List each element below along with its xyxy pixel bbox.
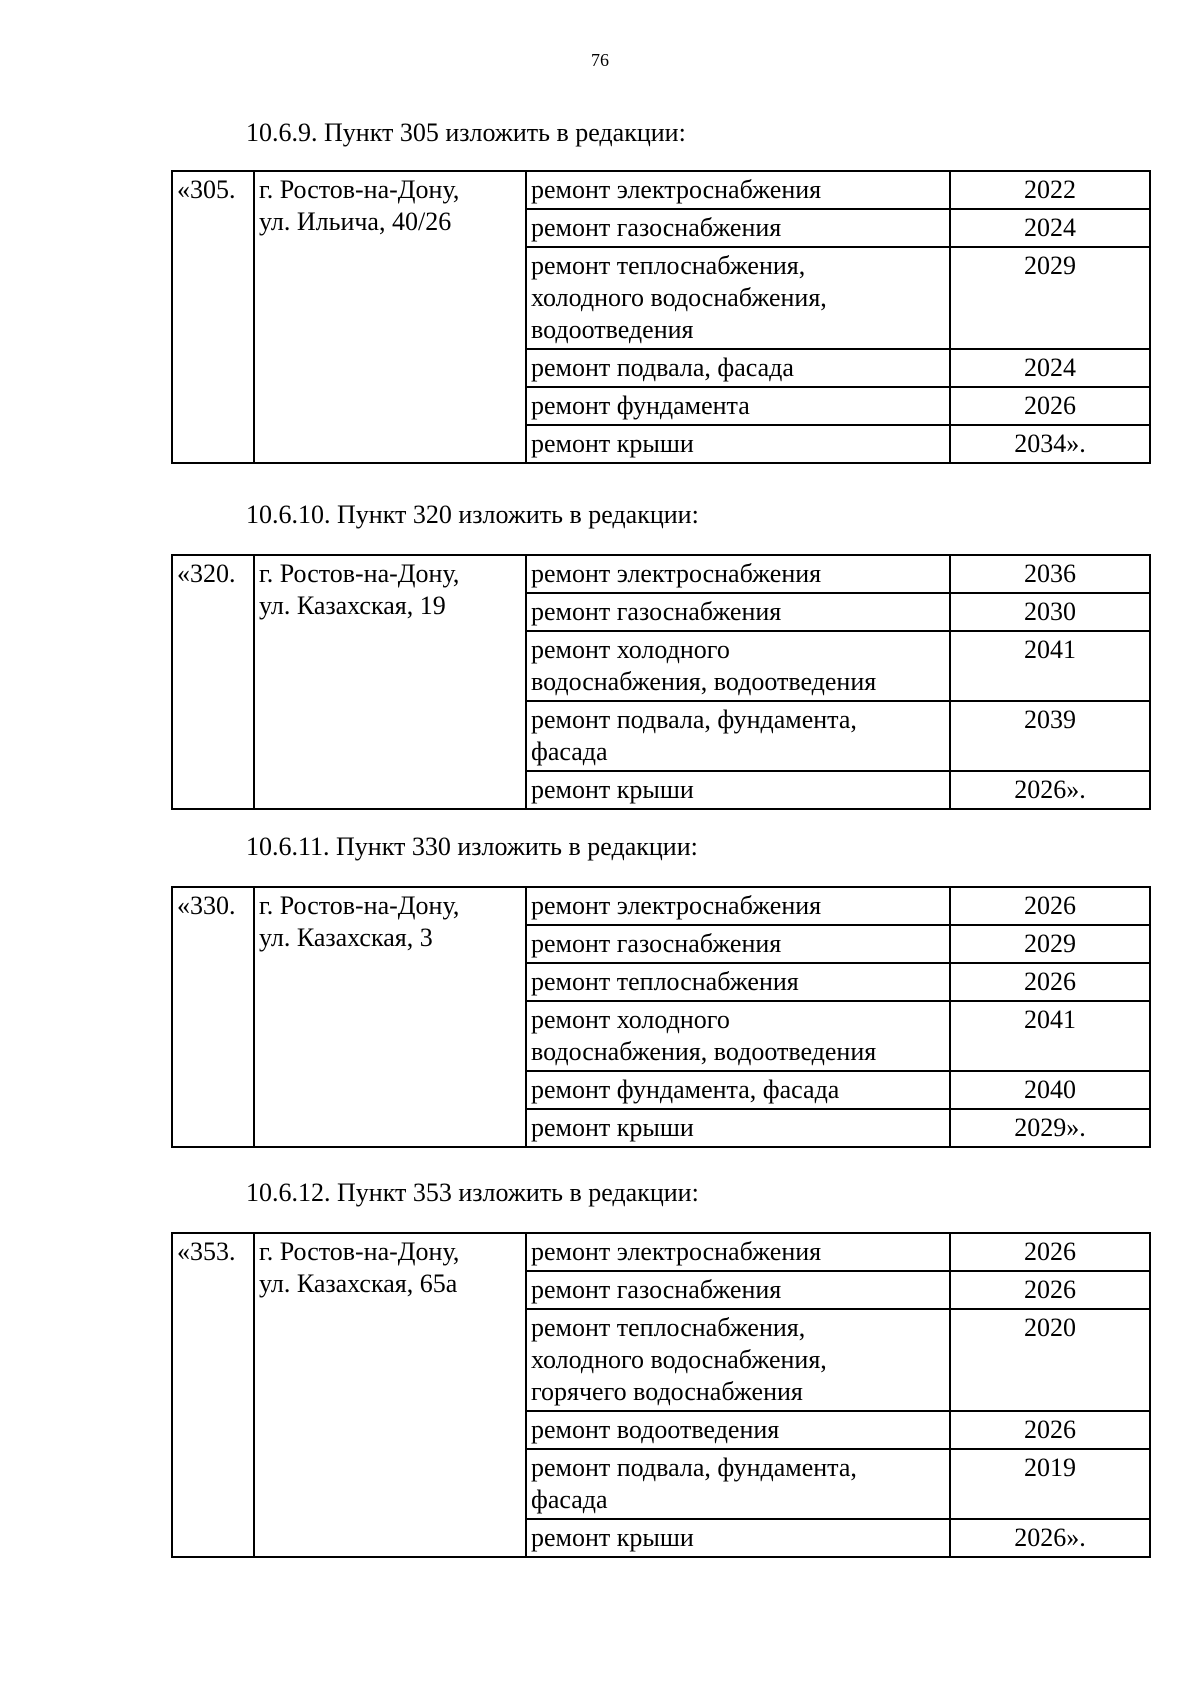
- work-type-line: ремонт фундамента: [531, 391, 750, 420]
- item-number: «320.: [172, 555, 254, 809]
- work-year: 2041: [950, 1001, 1150, 1071]
- item-address: [254, 555, 526, 809]
- address-line: ул. Казахская, 19: [259, 591, 446, 620]
- work-type-line: ремонт газоснабжения: [531, 929, 782, 958]
- work-type-line: холодного водоснабжения,: [531, 1345, 827, 1374]
- work-type-line: ремонт фундамента, фасада: [531, 1075, 840, 1104]
- table-row: [172, 555, 1150, 593]
- work-year: 2029».: [950, 1109, 1150, 1147]
- address-line: ул. Казахская, 3: [259, 923, 433, 952]
- work-type: [526, 771, 950, 809]
- work-type: [526, 209, 950, 247]
- work-type-line: ремонт газоснабжения: [531, 213, 782, 242]
- work-year: 2026: [950, 387, 1150, 425]
- work-type: [526, 1109, 950, 1147]
- address-line: г. Ростов-на-Дону,: [259, 559, 460, 588]
- work-year: 2039: [950, 701, 1150, 771]
- work-type-line: ремонт крыши: [531, 775, 694, 804]
- section-heading-305: 10.6.9. Пункт 305 изложить в редакции:: [246, 118, 686, 147]
- work-type-line: горячего водоснабжения: [531, 1377, 803, 1406]
- work-year: 2040: [950, 1071, 1150, 1109]
- work-type-line: ремонт теплоснабжения,: [531, 1313, 806, 1342]
- work-type: [526, 349, 950, 387]
- work-type: [526, 593, 950, 631]
- work-year: 2029: [950, 925, 1150, 963]
- work-year: 2030: [950, 593, 1150, 631]
- work-type-line: ремонт теплоснабжения: [531, 967, 799, 996]
- work-year: 2034».: [950, 425, 1150, 463]
- work-type-line: ремонт электроснабжения: [531, 1237, 822, 1266]
- work-type-line: ремонт подвала, фасада: [531, 353, 794, 382]
- work-type-line: ремонт крыши: [531, 1523, 694, 1552]
- work-type: [526, 1411, 950, 1449]
- item-address: [254, 887, 526, 1147]
- work-type-line: ремонт газоснабжения: [531, 1275, 782, 1304]
- table-row: [172, 887, 1150, 925]
- work-type-line: ремонт холодного: [531, 1005, 730, 1034]
- work-type-line: водоотведения: [531, 315, 694, 344]
- item-table-305: [171, 170, 1151, 464]
- address-line: г. Ростов-на-Дону,: [259, 175, 460, 204]
- work-type: [526, 247, 950, 349]
- work-year: 2026».: [950, 1519, 1150, 1557]
- work-type: [526, 555, 950, 593]
- work-year: 2036: [950, 555, 1150, 593]
- work-type: [526, 1071, 950, 1109]
- work-year: 2024: [950, 349, 1150, 387]
- work-type: [526, 387, 950, 425]
- work-type-line: ремонт подвала, фундамента,: [531, 705, 857, 734]
- address-line: г. Ростов-на-Дону,: [259, 891, 460, 920]
- work-type: [526, 631, 950, 701]
- page-number: 76: [591, 50, 609, 70]
- item-table-320: [171, 554, 1151, 810]
- work-type-line: водоснабжения, водоотведения: [531, 1037, 877, 1066]
- work-type: [526, 1309, 950, 1411]
- work-year: 2026: [950, 1411, 1150, 1449]
- work-year: 2024: [950, 209, 1150, 247]
- item-table-330: [171, 886, 1151, 1148]
- section-heading-353: 10.6.12. Пункт 353 изложить в редакции:: [246, 1178, 699, 1207]
- work-type-line: ремонт водоотведения: [531, 1415, 780, 1444]
- work-type: [526, 1233, 950, 1271]
- work-year: 2019: [950, 1449, 1150, 1519]
- work-year: 2026: [950, 1271, 1150, 1309]
- work-type-line: фасада: [531, 737, 608, 766]
- section-heading-320: 10.6.10. Пункт 320 изложить в редакции:: [246, 500, 699, 529]
- table-row: [172, 171, 1150, 209]
- work-type-line: ремонт крыши: [531, 1113, 694, 1142]
- work-type-line: ремонт теплоснабжения,: [531, 251, 806, 280]
- work-type-line: ремонт электроснабжения: [531, 891, 822, 920]
- work-type-line: ремонт холодного: [531, 635, 730, 664]
- work-type-line: холодного водоснабжения,: [531, 283, 827, 312]
- item-address: [254, 1233, 526, 1557]
- work-year: 2026: [950, 1233, 1150, 1271]
- work-year: 2026».: [950, 771, 1150, 809]
- work-year: 2020: [950, 1309, 1150, 1411]
- work-type-line: ремонт газоснабжения: [531, 597, 782, 626]
- work-type: [526, 887, 950, 925]
- item-address: [254, 171, 526, 463]
- work-type: [526, 963, 950, 1001]
- work-year: 2029: [950, 247, 1150, 349]
- work-type: [526, 925, 950, 963]
- work-type-line: водоснабжения, водоотведения: [531, 667, 877, 696]
- section-heading-330: 10.6.11. Пункт 330 изложить в редакции:: [246, 832, 698, 861]
- work-type: [526, 1449, 950, 1519]
- work-type: [526, 425, 950, 463]
- work-type: [526, 171, 950, 209]
- work-type: [526, 1001, 950, 1071]
- item-number: «330.: [172, 887, 254, 1147]
- work-type-line: ремонт подвала, фундамента,: [531, 1453, 857, 1482]
- address-line: г. Ростов-на-Дону,: [259, 1237, 460, 1266]
- work-year: 2041: [950, 631, 1150, 701]
- item-number: «353.: [172, 1233, 254, 1557]
- item-table-353: [171, 1232, 1151, 1558]
- work-type: [526, 701, 950, 771]
- table-row: [172, 1233, 1150, 1271]
- work-year: 2026: [950, 887, 1150, 925]
- work-type-line: ремонт крыши: [531, 429, 694, 458]
- item-number: «305.: [172, 171, 254, 463]
- work-type: [526, 1519, 950, 1557]
- address-line: ул. Ильича, 40/26: [259, 207, 452, 236]
- work-year: 2022: [950, 171, 1150, 209]
- work-type-line: фасада: [531, 1485, 608, 1514]
- address-line: ул. Казахская, 65а: [259, 1269, 458, 1298]
- work-type-line: ремонт электроснабжения: [531, 559, 822, 588]
- work-type: [526, 1271, 950, 1309]
- work-type-line: ремонт электроснабжения: [531, 175, 822, 204]
- work-year: 2026: [950, 963, 1150, 1001]
